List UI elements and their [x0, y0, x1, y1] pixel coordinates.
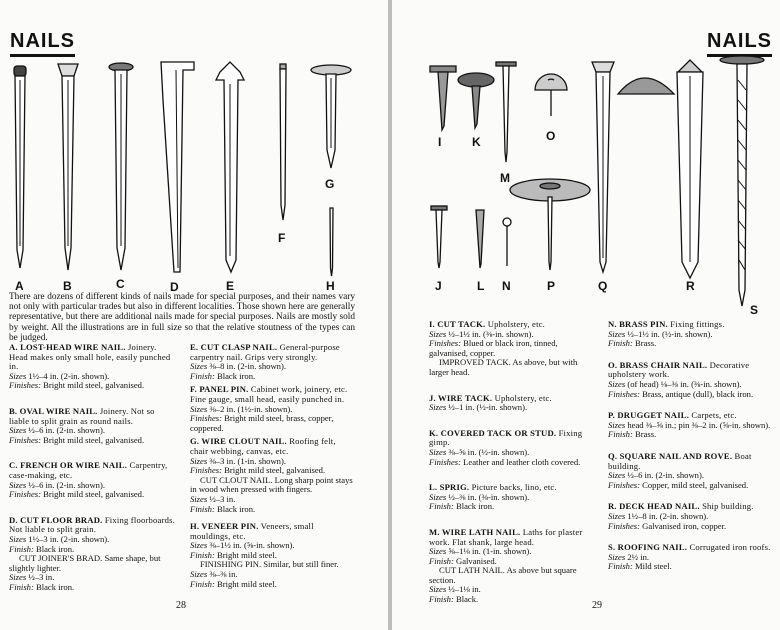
- finishes-label: Finishes:: [608, 479, 640, 490]
- entry-sizes: ⅜–1½ in. (⅝-in. shown).: [209, 540, 295, 551]
- finish-label: Finish:: [608, 561, 633, 572]
- entry-sizes: ⅜–8 in. (2-in. shown).: [209, 361, 286, 372]
- sub-text: As above, but with larger head.: [429, 357, 578, 377]
- column-4: [608, 320, 772, 582]
- entry-g: [190, 437, 356, 514]
- sub-heading: IMPROVED TACK.: [439, 357, 511, 368]
- entry-c: [9, 461, 177, 499]
- sizes-label: Sizes: [190, 493, 208, 504]
- sub-sizes: ½–3 in.: [28, 572, 55, 583]
- entry-finishes: Bright mild steel, galvanised.: [43, 489, 145, 500]
- entry-sizes: 1½–4 in. (2-in. shown).: [28, 370, 110, 381]
- finish-label: Finish:: [9, 543, 34, 554]
- sizes-label: Sizes: [9, 425, 27, 436]
- entry-text: Boat building.: [608, 450, 752, 471]
- sub-heading: CUT CLOUT NAIL.: [200, 474, 273, 485]
- sub-text: As above but square section.: [429, 565, 577, 585]
- page-number-right: 29: [592, 600, 602, 611]
- fig-label-s: S: [750, 303, 759, 317]
- entry-finishes: Leather and leather cloth covered.: [463, 456, 581, 467]
- finish-label: Finish:: [429, 501, 454, 512]
- entry-heading: D. CUT FLOOR BRAD.: [9, 514, 103, 525]
- entry-text: Veneers, small mouldings, etc.: [190, 521, 314, 541]
- entry-heading: G. WIRE CLOUT NAIL.: [190, 436, 287, 447]
- finishes-label: Finishes:: [608, 520, 640, 531]
- nail-d: [161, 62, 194, 272]
- fig-label-o: O: [546, 129, 556, 143]
- entry-finish: Black iron.: [216, 370, 256, 381]
- entry-o: [608, 361, 772, 399]
- sizes-label: Sizes: [9, 370, 27, 381]
- entry-p: [608, 411, 772, 440]
- sub-finish: Black.: [455, 594, 479, 605]
- entry-text: Laths for plaster work. Flat shank, large head.: [429, 526, 583, 547]
- nail-l: [476, 210, 484, 268]
- entry-heading: P. DRUGGET NAIL.: [608, 410, 690, 421]
- fig-label-d: D: [170, 280, 179, 292]
- entry-text: General-purpose carpentry nail. Grips very strongly.: [190, 342, 340, 362]
- page-28: [0, 0, 388, 630]
- nail-j: [431, 206, 447, 268]
- entry-text: Corrugated iron roofs.: [689, 542, 771, 553]
- nail-b: [58, 64, 78, 270]
- sub-heading: CUT JOINER'S BRAD.: [19, 553, 103, 564]
- entry-heading: Q. SQUARE NAIL AND ROVE.: [608, 450, 733, 461]
- sub-sizes: ⅜–⅜ in.: [209, 569, 238, 580]
- entry-m: [429, 528, 594, 605]
- entry-text: Carpentry, case-making, etc.: [9, 460, 168, 480]
- fig-label-m: M: [500, 171, 510, 185]
- sizes-label: Sizes: [429, 491, 447, 502]
- fig-label-p: P: [547, 279, 556, 293]
- fig-label-g: G: [325, 177, 335, 191]
- entry-finishes: Brass, antique (dull), black iron.: [642, 388, 754, 399]
- entry-s: [608, 543, 772, 572]
- entry-heading: I. CUT TACK.: [429, 319, 486, 329]
- entry-text: Upholstery, etc.: [494, 392, 552, 403]
- entry-e: [190, 343, 356, 381]
- fig-label-c: C: [116, 277, 125, 291]
- entry-text: Picture backs, lino, etc.: [471, 482, 557, 493]
- finish-label: Finish:: [429, 594, 454, 605]
- sizes-label: Sizes: [608, 419, 626, 430]
- finishes-label: Finishes:: [190, 465, 222, 476]
- entry-d: [9, 516, 177, 593]
- finishes-label: Finishes:: [9, 434, 41, 445]
- entry-finish: Bright mild steel.: [216, 549, 277, 560]
- entry-heading: R. DECK HEAD NAIL.: [608, 501, 700, 512]
- entry-finish: Mild steel.: [634, 561, 672, 572]
- entry-f: [190, 385, 356, 433]
- finishes-label: Finishes:: [9, 380, 41, 391]
- sizes-label: Sizes: [429, 328, 447, 339]
- entry-sizes: ½–6 in. (2-in. shown).: [28, 479, 105, 490]
- sub-text: Same shape, but slightly lighter.: [9, 553, 161, 573]
- entry-heading: L. SPRIG.: [429, 482, 470, 493]
- sizes-label: Sizes: [608, 328, 626, 339]
- sizes-label: Sizes: [429, 546, 447, 557]
- fig-label-a: A: [15, 279, 24, 292]
- page-number-left: 28: [176, 600, 186, 611]
- nail-p: [510, 179, 590, 270]
- entry-heading: F. PANEL PIN.: [190, 384, 249, 395]
- nail-c: [109, 63, 133, 270]
- sub-finish: Black iron.: [35, 581, 75, 592]
- nail-f: [280, 64, 286, 220]
- sizes-label: Sizes: [190, 569, 208, 580]
- entry-heading: O. BRASS CHAIR NAIL.: [608, 359, 708, 370]
- entry-heading: K. COVERED TACK OR STUD.: [429, 427, 557, 438]
- entry-sizes: ½–1½ in. (½-in. shown).: [627, 328, 713, 339]
- fig-label-j: J: [435, 279, 442, 293]
- entry-finishes: Copper, mild steel, galvanised.: [642, 479, 749, 490]
- finishes-label: Finishes:: [608, 388, 640, 399]
- entry-sizes: (of head) ⅛–⅜ in. (⅜-in. shown).: [627, 378, 742, 389]
- column-2: [190, 343, 356, 599]
- fig-label-n: N: [502, 279, 511, 293]
- nail-h: [330, 208, 333, 276]
- finish-label: Finish:: [608, 429, 633, 440]
- nail-rove-top: [618, 78, 674, 94]
- entry-text: Fixing gimp.: [429, 427, 583, 448]
- finish-label: Finish:: [190, 549, 215, 560]
- entry-sizes: ⅜–3 in. (1-in. shown).: [209, 455, 286, 466]
- finish-label: Finish:: [190, 503, 215, 514]
- finishes-label: Finishes:: [429, 338, 461, 349]
- sizes-label: Sizes: [190, 361, 208, 372]
- entry-heading: C. FRENCH OR WIRE NAIL.: [9, 460, 128, 471]
- entry-sizes: 1½–8 in. (2-in. shown).: [627, 510, 709, 521]
- nail-o: [535, 74, 567, 116]
- entry-a: [9, 343, 177, 391]
- fig-label-i: I: [438, 135, 442, 149]
- entry-heading: H. VENEER PIN.: [190, 521, 259, 532]
- entry-finishes: Galvanised iron, copper.: [642, 520, 727, 531]
- entry-k: [429, 429, 594, 467]
- sub-sizes: ½–3 in.: [209, 493, 236, 504]
- entry-l: [429, 483, 594, 512]
- sub-finish: Bright mild steel.: [216, 578, 277, 589]
- entry-finishes: Bright mild steel, galvanised.: [224, 465, 326, 476]
- fig-label-k: K: [472, 135, 481, 149]
- sizes-label: Sizes: [429, 446, 447, 457]
- nail-e: [216, 62, 244, 272]
- entry-sizes: 1½–3 in. (2-in. shown).: [28, 533, 110, 544]
- sizes-label: Sizes: [429, 584, 447, 595]
- entry-i: [429, 320, 594, 378]
- finish-label: Finish:: [190, 370, 215, 381]
- finish-label: Finish:: [429, 555, 454, 566]
- entry-heading: J. WIRE TACK.: [429, 392, 493, 403]
- entry-finish: Brass.: [634, 429, 657, 440]
- entry-sizes: head ⅜–⅝ in.; pin ⅜–2 in. (⅝-in. shown).: [627, 419, 771, 430]
- fig-label-h: H: [326, 279, 335, 292]
- entry-heading: B. OVAL WIRE NAIL.: [9, 405, 98, 416]
- entry-heading: N. BRASS PIN.: [608, 319, 668, 329]
- entry-sizes: 2½ in.: [627, 551, 650, 562]
- finish-label: Finish:: [608, 338, 633, 349]
- column-1: [9, 343, 177, 602]
- fig-label-l: L: [477, 279, 485, 293]
- entry-text: Joinery. Not so liable to split grain as round nails.: [9, 405, 155, 426]
- sub-sizes: ½–1⅛ in.: [448, 584, 481, 595]
- entry-sizes: ⅜–⅝ in. (½-in. shown).: [448, 446, 530, 457]
- entry-text: Carpets, etc.: [691, 410, 737, 421]
- entry-finish: Black iron.: [455, 501, 495, 512]
- fig-label-q: Q: [598, 279, 608, 293]
- entry-sizes: ½–6 in. (2-in. shown).: [28, 425, 105, 436]
- fig-label-r: R: [686, 279, 695, 293]
- page-title-right: NAILS: [707, 30, 772, 57]
- nail-g: [311, 65, 351, 168]
- sizes-label: Sizes: [9, 479, 27, 490]
- entry-text: Upholstery, etc.: [487, 319, 546, 329]
- entry-sizes: ½–1½ in. (⅜-in. shown).: [448, 328, 534, 339]
- finishes-label: Finishes:: [9, 489, 41, 500]
- entry-text: Joinery. Head makes only small hole, easily punched in.: [9, 342, 171, 372]
- entry-finishes: Bright mild steel, galvanised.: [43, 380, 145, 391]
- fig-label-b: B: [63, 279, 72, 292]
- nail-q: [592, 62, 614, 272]
- nail-n: [503, 218, 511, 266]
- entry-finishes: Blued or black iron, tinned, galvanised, copper.: [429, 338, 558, 358]
- sub-text: Long sharp point stays in wood when pressed with fingers.: [190, 474, 353, 495]
- entry-text: Ship building.: [702, 501, 754, 512]
- entry-text: Fixing fittings.: [670, 319, 725, 329]
- sub-finish: Black iron.: [216, 503, 256, 514]
- entry-finish: Brass.: [634, 338, 657, 349]
- entry-heading: M. WIRE LATH NAIL.: [429, 526, 521, 537]
- sizes-label: Sizes: [608, 551, 626, 562]
- column-3: [429, 320, 594, 615]
- entry-sizes: ⅝–1⅛ in. (1-in. shown).: [448, 546, 532, 557]
- entry-sizes: ½–6 in. (2-in. shown).: [627, 470, 704, 481]
- nail-k: [458, 73, 494, 128]
- entry-b: [9, 407, 177, 445]
- entry-finish: Black iron.: [35, 543, 75, 554]
- fig-label-e: E: [226, 279, 235, 292]
- entry-text: Fixing floorboards. Not liable to split grain.: [9, 514, 175, 535]
- entry-r: [608, 502, 772, 531]
- sub-heading: CUT LATH NAIL.: [439, 565, 505, 576]
- entry-finishes: Bright mild steel, brass, copper, coppered.: [190, 413, 334, 433]
- entry-q: [608, 452, 772, 490]
- entry-heading: E. CUT CLASP NAIL.: [190, 342, 278, 352]
- finish-label: Finish:: [9, 581, 34, 592]
- entry-j: [429, 394, 594, 413]
- sub-text: Similar, but still finer.: [263, 559, 339, 570]
- entry-text: Decorative upholstery work.: [608, 359, 750, 380]
- nails-illustration-i-s: [392, 0, 780, 318]
- entry-n: [608, 320, 772, 349]
- sizes-label: Sizes: [608, 378, 626, 389]
- sizes-label: Sizes: [190, 403, 208, 414]
- nail-r: [677, 60, 703, 278]
- sizes-label: Sizes: [190, 455, 208, 466]
- sizes-label: Sizes: [9, 572, 27, 583]
- entry-sizes: ⅜–2 in. (1½-in. shown).: [209, 403, 293, 414]
- sizes-label: Sizes: [429, 402, 447, 413]
- entry-sizes: ½–1 in. (½-in. shown).: [448, 402, 528, 413]
- nail-i: [430, 66, 456, 130]
- nail-s: [720, 56, 764, 306]
- finishes-label: Finishes:: [429, 456, 461, 467]
- sizes-label: Sizes: [9, 533, 27, 544]
- entry-text: Roofing felt, chair webbing, canvas, etc.: [190, 436, 336, 456]
- nail-a: [14, 66, 26, 268]
- entry-heading: S. ROOFING NAIL.: [608, 542, 688, 553]
- entry-finishes: Bright mild steel, galvanised.: [43, 434, 145, 445]
- finish-label: Finish:: [190, 578, 215, 589]
- intro-paragraph: There are dozens of different kinds of nails made for special purposes, and their names vary not only with particular trades but also in different localities. Those shown here are generally representative, but there are additional nails made for special purposes. Nails are mostly sold by weight. All the illustrations are in full size so that the relative stoutness of the types can be judged.: [9, 292, 355, 343]
- entry-h: [190, 522, 356, 589]
- entry-finish: Galvanised.: [455, 555, 497, 566]
- sizes-label: Sizes: [190, 540, 208, 551]
- sizes-label: Sizes: [608, 510, 626, 521]
- sizes-label: Sizes: [608, 470, 626, 481]
- nails-illustration-a-h: [0, 0, 388, 292]
- finishes-label: Finishes:: [190, 413, 222, 424]
- entry-heading: A. LOST-HEAD WIRE NAIL.: [9, 342, 126, 352]
- page-title-left: NAILS: [10, 30, 75, 57]
- sub-heading: FINISHING PIN.: [200, 559, 262, 570]
- entry-sizes: ½–⅜ in. (⅜-in. shown).: [448, 491, 530, 502]
- fig-label-f: F: [278, 231, 286, 245]
- entry-text: Cabinet work, joinery, etc. Fine gauge, small head, easily punched in.: [190, 384, 348, 404]
- nail-m: [496, 62, 516, 162]
